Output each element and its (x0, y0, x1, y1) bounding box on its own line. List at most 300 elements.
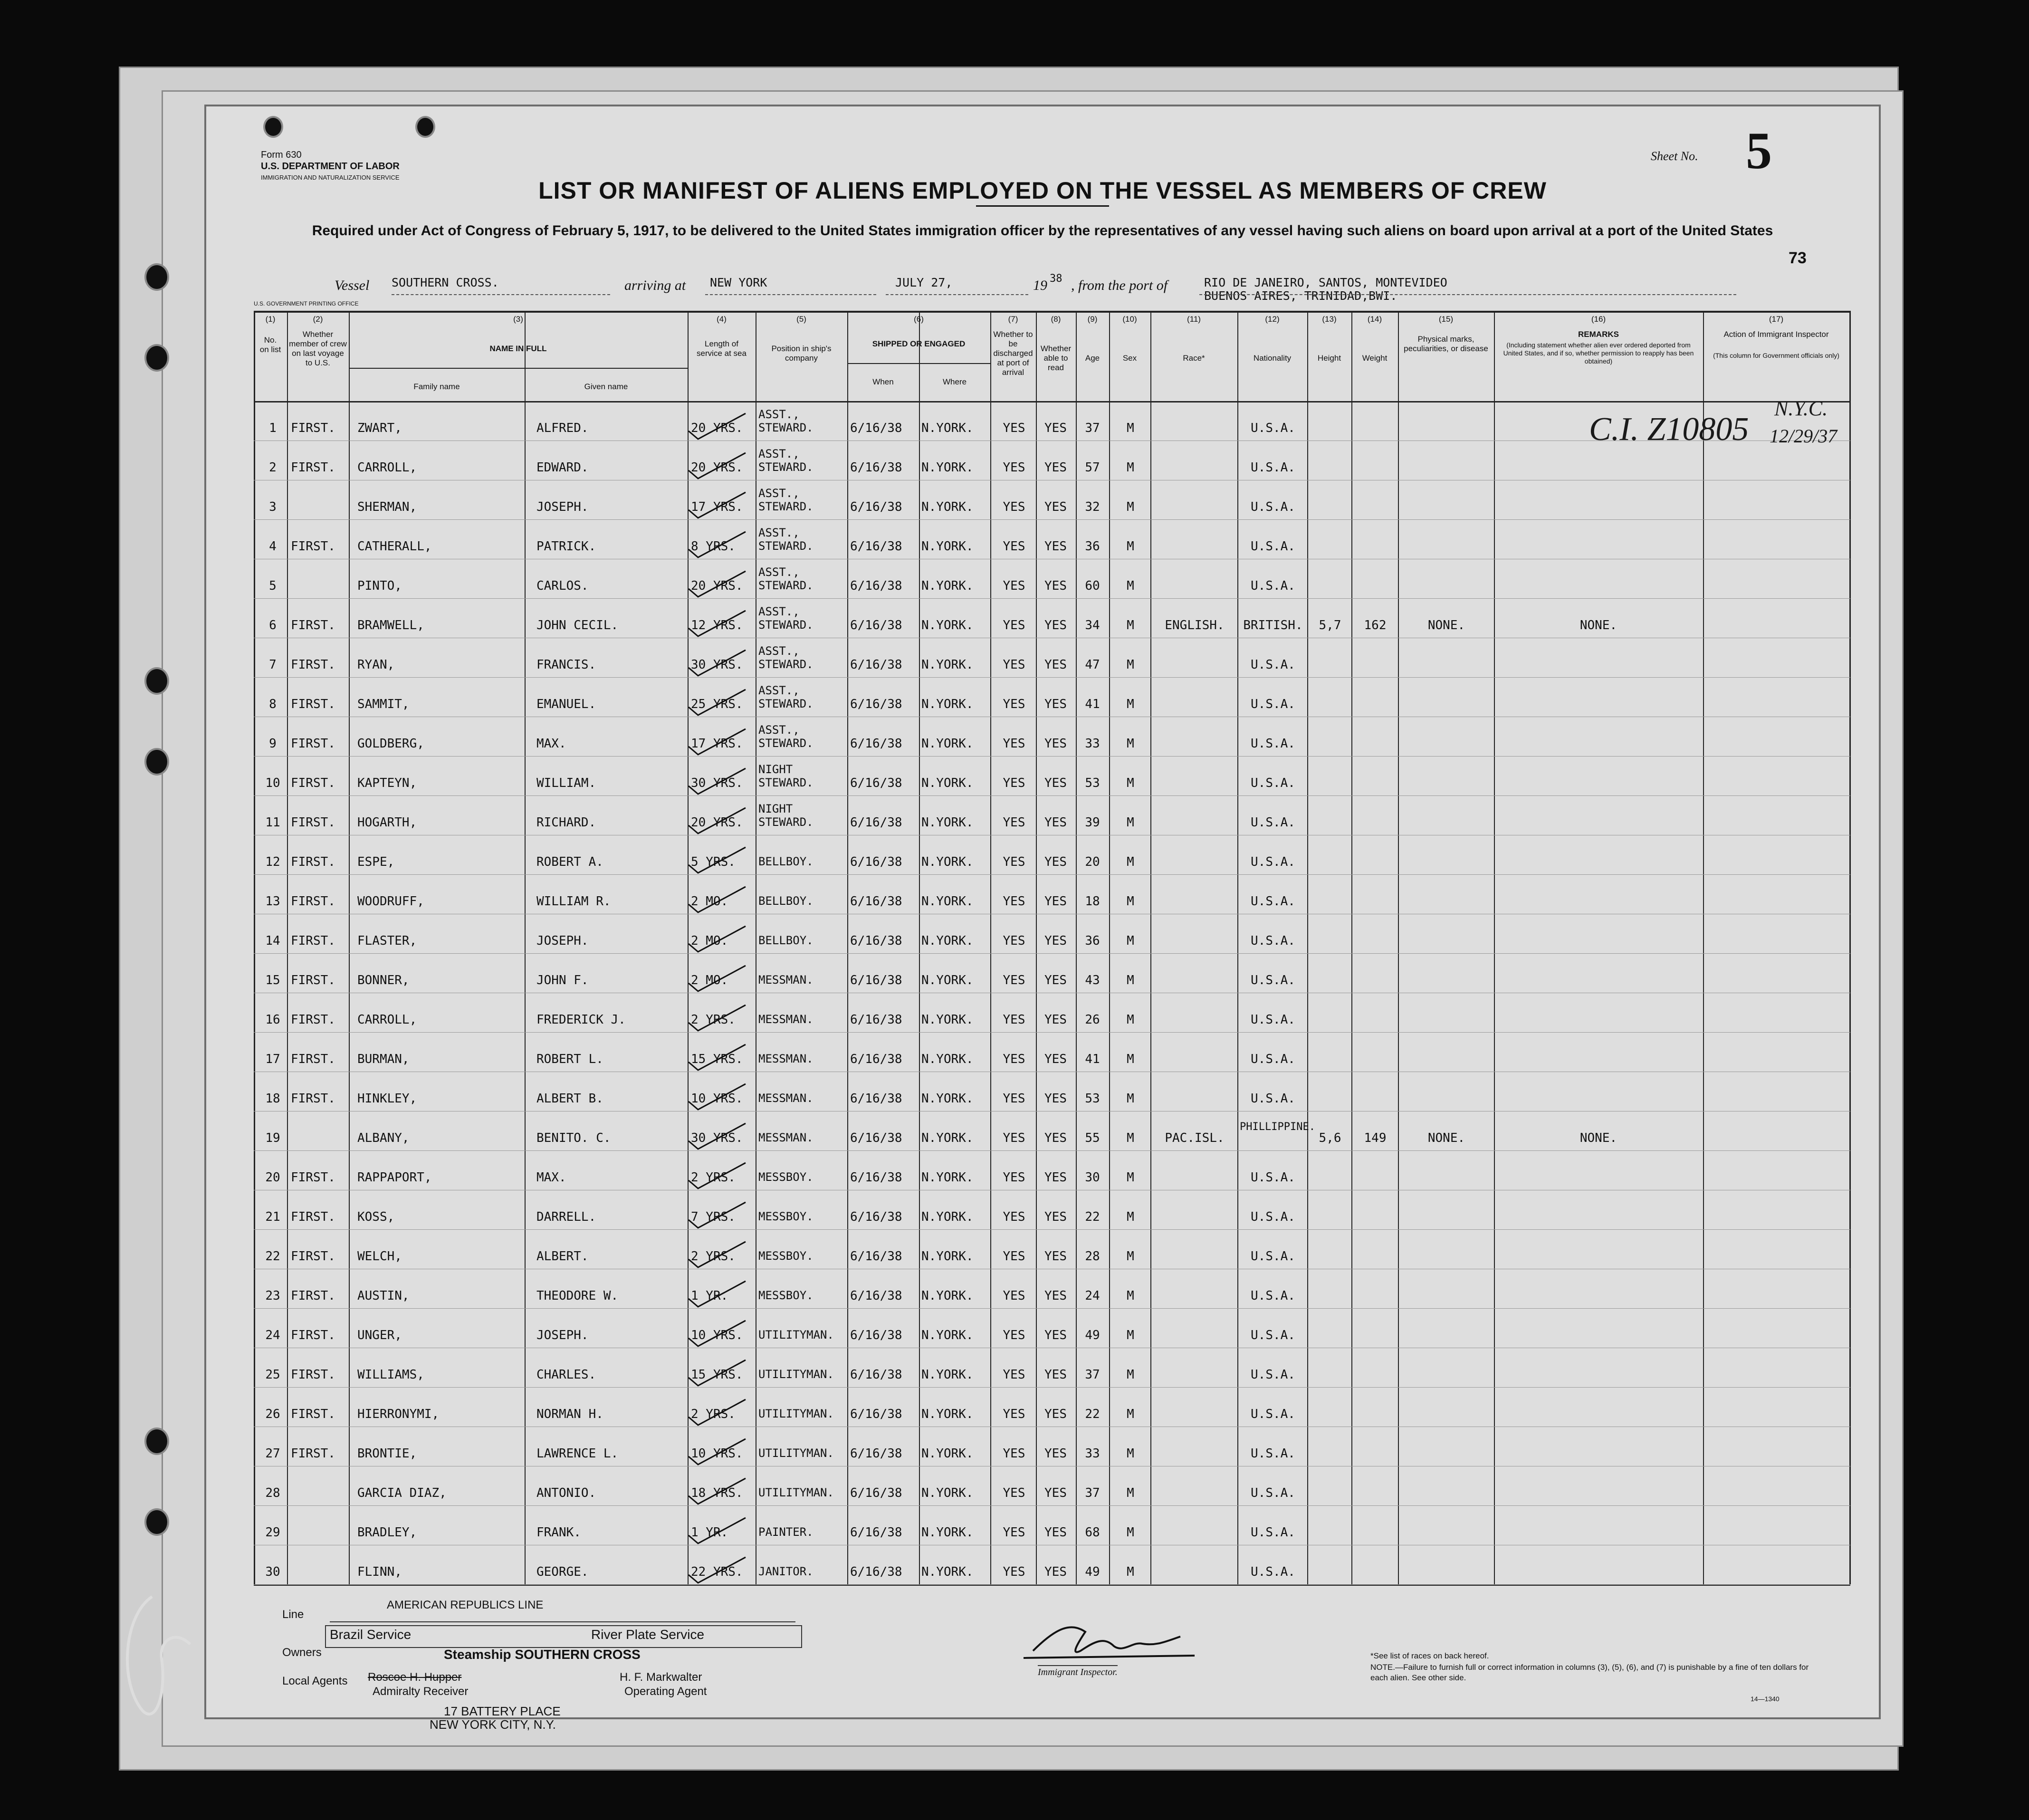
name-subhead-line (349, 368, 688, 369)
line-underline (330, 1621, 795, 1622)
cell-row-number: 25 (265, 1368, 280, 1382)
cell-age: 26 (1085, 1013, 1100, 1027)
cell-sex: M (1127, 894, 1134, 909)
sheet-label: Sheet No. (1651, 149, 1698, 163)
cell-prev-voyage: FIRST. (291, 934, 335, 948)
cell-given-name: GEORGE. (536, 1565, 589, 1579)
cell-service-length: 2 YRS. (691, 1013, 736, 1027)
row-separator (254, 598, 1850, 599)
cell-service-length: 10 YRS. (691, 1446, 743, 1461)
cell-able-to-read: YES (1044, 934, 1067, 948)
cell-discharged: YES (1003, 1525, 1025, 1540)
col-line (1398, 311, 1399, 1584)
cell-shipped-where: N.YORK. (921, 1289, 974, 1303)
check-mark-icon (684, 1080, 750, 1113)
cell-prev-voyage: FIRST. (291, 1407, 335, 1421)
col-line (349, 311, 350, 1584)
cell-shipped-when: 6/16/38 (850, 737, 902, 751)
cell-row-number: 2 (269, 460, 277, 475)
cell-row-number: 7 (269, 658, 277, 672)
cell-nationality: PHILLIPPINE. (1240, 1121, 1315, 1133)
cell-row-number: 30 (265, 1565, 280, 1579)
cell-row-number: 3 (269, 500, 277, 514)
check-mark-icon (684, 1435, 750, 1468)
cell-nationality: U.S.A. (1251, 1486, 1295, 1500)
colnum-2: (2) (313, 315, 323, 324)
services-box (325, 1625, 802, 1648)
check-mark-icon (684, 1514, 750, 1547)
cell-position-line1: ASST., (758, 644, 800, 658)
cell-position-line2: PAINTER. (758, 1525, 814, 1539)
department: U.S. DEPARTMENT OF LABOR (261, 161, 400, 172)
cell-sex: M (1127, 934, 1134, 948)
cell-position-line2: STEWARD. (758, 500, 814, 513)
steamship-name: Steamship SOUTHERN CROSS (444, 1647, 641, 1662)
cell-given-name: ROBERT A. (536, 855, 603, 869)
cell-nationality: U.S.A. (1251, 579, 1295, 593)
cell-row-number: 16 (265, 1013, 280, 1027)
cell-weight: 162 (1364, 618, 1387, 632)
cell-position-line2: STEWARD. (758, 421, 814, 434)
colhead-action-note: (This column for Government officials only) (1713, 352, 1839, 359)
cell-row-number: 8 (269, 697, 277, 711)
cell-position-line1: ASST., (758, 684, 800, 697)
cell-family-name: HINKLEY, (357, 1092, 417, 1106)
cell-position-line1: NIGHT (758, 802, 793, 815)
check-mark-icon (684, 528, 750, 561)
from-label: , from the port of (1071, 278, 1168, 293)
cell-position-line2: MESSMAN. (758, 1013, 814, 1026)
cell-shipped-where: N.YORK. (921, 737, 974, 751)
punch-hole (263, 116, 283, 138)
cell-able-to-read: YES (1044, 500, 1067, 514)
colnum-5: (5) (796, 315, 806, 324)
cell-service-length: 8 YRS. (691, 539, 736, 554)
cell-position-line2: STEWARD. (758, 579, 814, 592)
cell-service-length: 30 YRS. (691, 658, 743, 672)
cell-service-length: 2 MO. (691, 894, 728, 909)
sheet-number: 5 (1746, 122, 1772, 180)
cell-prev-voyage: FIRST. (291, 1210, 335, 1224)
cell-able-to-read: YES (1044, 1210, 1067, 1224)
cell-discharged: YES (1003, 1486, 1025, 1500)
cell-prev-voyage: FIRST. (291, 894, 335, 909)
cell-able-to-read: YES (1044, 658, 1067, 672)
cell-shipped-when: 6/16/38 (850, 500, 902, 514)
cell-position-line2: UTILITYMAN. (758, 1368, 834, 1381)
cell-nationality: U.S.A. (1251, 776, 1295, 790)
cell-position-line1: ASST., (758, 487, 800, 500)
cell-family-name: ZWART, (357, 421, 402, 435)
colnum-10: (10) (1122, 315, 1137, 324)
cell-discharged: YES (1003, 1210, 1025, 1224)
check-mark-icon (684, 1277, 750, 1311)
punch-hole (144, 1508, 169, 1536)
check-mark-icon (684, 1317, 750, 1350)
check-mark-icon (684, 1396, 750, 1429)
check-mark-icon (684, 1001, 750, 1035)
cell-service-length: 7 YRS. (691, 1210, 736, 1224)
cell-position-line1: ASST., (758, 447, 800, 460)
cell-position-line2: UTILITYMAN. (758, 1328, 834, 1341)
cell-row-number: 19 (265, 1131, 280, 1145)
cell-family-name: FLASTER, (357, 934, 417, 948)
cell-sex: M (1127, 1565, 1134, 1579)
col-line (1307, 311, 1308, 1584)
cell-given-name: ALFRED. (536, 421, 589, 435)
cell-position-line2: MESSMAN. (758, 973, 814, 987)
cell-position-line2: MESSBOY. (758, 1210, 814, 1223)
cell-prev-voyage: FIRST. (291, 421, 335, 435)
cell-row-number: 27 (265, 1446, 280, 1461)
cell-sex: M (1127, 1486, 1134, 1500)
cell-discharged: YES (1003, 1446, 1025, 1461)
cell-row-number: 9 (269, 737, 277, 751)
cell-discharged: YES (1003, 1092, 1025, 1106)
cell-sex: M (1127, 1170, 1134, 1185)
check-mark-icon (684, 1159, 750, 1192)
check-mark-icon (684, 410, 750, 443)
cell-position-line1: ASST., (758, 605, 800, 618)
check-mark-icon (684, 686, 750, 719)
cell-age: 53 (1085, 1092, 1100, 1106)
colhead-age: Age (1085, 354, 1100, 363)
cell-family-name: ALBANY, (357, 1131, 410, 1145)
cell-service-length: 20 YRS. (691, 579, 743, 593)
penalty-note: NOTE.—Failure to furnish full or correct information in columns (3), (5), (6), and (7) is punishable by a fine of ten dollars for each alien. See other side. (1370, 1663, 1809, 1682)
cell-family-name: RAPPAPORT, (357, 1170, 432, 1185)
cell-family-name: AUSTIN, (357, 1289, 410, 1303)
cell-family-name: CARROLL, (357, 1013, 417, 1027)
row-separator (254, 1229, 1850, 1230)
cell-shipped-where: N.YORK. (921, 1328, 974, 1342)
cell-position-line2: BELLBOY. (758, 894, 814, 908)
cell-given-name: WILLIAM. (536, 776, 596, 790)
cell-service-length: 2 YRS. (691, 1170, 736, 1185)
cell-sex: M (1127, 1525, 1134, 1540)
cell-age: 24 (1085, 1289, 1100, 1303)
cell-service-length: 20 YRS. (691, 815, 743, 830)
arrival-port: NEW YORK (710, 276, 767, 289)
check-mark-icon (684, 922, 750, 956)
page-title: LIST OR MANIFEST OF ALIENS EMPLOYED ON THE VESSEL AS MEMBERS OF CREW (538, 177, 1547, 204)
colnum-9: (9) (1087, 315, 1098, 324)
departure-ports-1: RIO DE JANEIRO, SANTOS, MONTEVIDEO (1204, 276, 1447, 289)
col-line (1849, 311, 1851, 1584)
cell-nationality: BRITISH. (1243, 618, 1303, 632)
col-line (847, 311, 848, 1584)
cell-sex: M (1127, 1210, 1134, 1224)
cell-sex: M (1127, 1092, 1134, 1106)
cell-shipped-when: 6/16/38 (850, 1289, 902, 1303)
cell-age: 49 (1085, 1565, 1100, 1579)
cell-prev-voyage: FIRST. (291, 697, 335, 711)
cell-shipped-where: N.YORK. (921, 1170, 974, 1185)
cell-age: 43 (1085, 973, 1100, 987)
cell-family-name: HOGARTH, (357, 815, 417, 830)
colhead-position: Position in ship's company (771, 344, 832, 363)
cell-given-name: CHARLES. (536, 1368, 596, 1382)
row-separator (254, 953, 1850, 954)
colhead-remarks-note: (Including statement whether alien ever ordered deported from United States, and if so, whether permission to reapply has been obtained) (1503, 341, 1694, 365)
cell-sex: M (1127, 973, 1134, 987)
check-mark-icon (684, 883, 750, 916)
cell-family-name: BRAMWELL, (357, 618, 424, 632)
cell-row-number: 17 (265, 1052, 280, 1066)
cell-family-name: BURMAN, (357, 1052, 410, 1066)
cell-given-name: JOHN F. (536, 973, 589, 987)
cell-nationality: U.S.A. (1251, 500, 1295, 514)
cell-physical-marks: NONE. (1427, 1131, 1465, 1145)
cell-nationality: U.S.A. (1251, 855, 1295, 869)
cell-nationality: U.S.A. (1251, 1092, 1295, 1106)
cell-position-line2: JANITOR. (758, 1565, 814, 1578)
agents-label: Local Agents (282, 1675, 348, 1687)
colhead-marks: Physical marks, peculiarities, or disease (1404, 335, 1488, 353)
cell-given-name: FREDERICK J. (536, 1013, 626, 1027)
cell-weight: 149 (1364, 1131, 1387, 1145)
cell-shipped-when: 6/16/38 (850, 539, 902, 554)
cell-service-length: 18 YRS. (691, 1486, 743, 1500)
colnum-17: (17) (1769, 315, 1784, 324)
cell-service-length: 1 YR. (691, 1289, 728, 1303)
cell-sex: M (1127, 1131, 1134, 1145)
col-line (919, 311, 920, 1584)
check-mark-icon (684, 1356, 750, 1389)
cell-family-name: ESPE, (357, 855, 395, 869)
row-separator (254, 1150, 1850, 1151)
cell-shipped-when: 6/16/38 (850, 1486, 902, 1500)
cell-age: 33 (1085, 1446, 1100, 1461)
check-mark-icon (684, 1553, 750, 1587)
cell-shipped-when: 6/16/38 (850, 1368, 902, 1382)
cell-shipped-where: N.YORK. (921, 855, 974, 869)
service-2: River Plate Service (591, 1627, 705, 1642)
cell-shipped-when: 6/16/38 (850, 1131, 902, 1145)
table-top-border (254, 311, 1850, 313)
cell-age: 33 (1085, 737, 1100, 751)
cell-given-name: JOSEPH. (536, 500, 589, 514)
cell-given-name: CARLOS. (536, 579, 589, 593)
col-line (254, 311, 255, 1584)
cell-prev-voyage: FIRST. (291, 1092, 335, 1106)
cell-service-length: 2 MO. (691, 934, 728, 948)
cell-nationality: U.S.A. (1251, 1052, 1295, 1066)
cell-shipped-where: N.YORK. (921, 697, 974, 711)
cell-age: 32 (1085, 500, 1100, 514)
colhead-weight: Weight (1362, 354, 1388, 363)
cell-discharged: YES (1003, 658, 1025, 672)
cell-given-name: FRANK. (536, 1525, 581, 1540)
shipping-line-name: AMERICAN REPUBLICS LINE (387, 1599, 544, 1611)
cell-nationality: U.S.A. (1251, 1525, 1295, 1540)
cell-family-name: KOSS, (357, 1210, 395, 1224)
cell-row-number: 23 (265, 1289, 280, 1303)
cell-able-to-read: YES (1044, 973, 1067, 987)
footer-print-code: 14—1340 (1751, 1695, 1780, 1703)
cell-position-line2: STEWARD. (758, 737, 814, 750)
colhead-no: No. on list (259, 335, 281, 354)
punch-hole (144, 667, 169, 695)
check-mark-icon (684, 489, 750, 522)
cell-family-name: GOLDBERG, (357, 737, 424, 751)
cell-row-number: 26 (265, 1407, 280, 1421)
cell-age: 57 (1085, 460, 1100, 475)
cell-shipped-when: 6/16/38 (850, 1013, 902, 1027)
cell-able-to-read: YES (1044, 1052, 1067, 1066)
cell-nationality: U.S.A. (1251, 973, 1295, 987)
cell-prev-voyage: FIRST. (291, 1368, 335, 1382)
cell-shipped-when: 6/16/38 (850, 1210, 902, 1224)
cell-height: 5,7 (1319, 618, 1341, 632)
cell-shipped-when: 6/16/38 (850, 1052, 902, 1066)
cell-discharged: YES (1003, 579, 1025, 593)
cell-prev-voyage: FIRST. (291, 1170, 335, 1185)
cell-nationality: U.S.A. (1251, 460, 1295, 475)
reference-number: 73 (1789, 249, 1807, 267)
cell-age: 55 (1085, 1131, 1100, 1145)
cell-shipped-where: N.YORK. (921, 579, 974, 593)
row-separator (254, 1584, 1850, 1585)
cell-prev-voyage: FIRST. (291, 460, 335, 475)
cell-family-name: WILLIAMS, (357, 1368, 424, 1382)
colnum-6: (6) (914, 315, 924, 324)
punch-hole (144, 748, 169, 776)
cell-shipped-when: 6/16/38 (850, 855, 902, 869)
cell-position-line2: UTILITYMAN. (758, 1446, 834, 1460)
cell-prev-voyage: FIRST. (291, 1249, 335, 1264)
colhead-action: Action of Immigrant Inspector (1723, 330, 1829, 339)
colhead-remarks: REMARKS (1578, 330, 1619, 339)
cell-shipped-where: N.YORK. (921, 1407, 974, 1421)
cell-given-name: JOSEPH. (536, 934, 589, 948)
cell-shipped-where: N.YORK. (921, 894, 974, 909)
address-line-2: NEW YORK CITY, N.Y. (430, 1717, 556, 1732)
cell-age: 28 (1085, 1249, 1100, 1264)
cell-able-to-read: YES (1044, 1170, 1067, 1185)
cell-position-line2: STEWARD. (758, 776, 814, 789)
cell-remarks: NONE. (1579, 618, 1617, 632)
cell-shipped-where: N.YORK. (921, 1368, 974, 1382)
cell-given-name: THEODORE W. (536, 1289, 619, 1303)
cell-prev-voyage: FIRST. (291, 539, 335, 554)
row-separator (254, 677, 1850, 678)
cell-service-length: 30 YRS. (691, 1131, 743, 1145)
cell-service-length: 20 YRS. (691, 460, 743, 475)
colhead-shipped: SHIPPED OR ENGAGED (872, 339, 966, 348)
cell-discharged: YES (1003, 934, 1025, 948)
cell-position-line1: ASST., (758, 408, 800, 421)
cell-row-number: 21 (265, 1210, 280, 1224)
cell-given-name: ROBERT L. (536, 1052, 603, 1066)
cell-nationality: U.S.A. (1251, 421, 1295, 435)
colnum-16: (16) (1591, 315, 1606, 324)
cell-shipped-when: 6/16/38 (850, 1446, 902, 1461)
cell-age: 53 (1085, 776, 1100, 790)
cell-shipped-when: 6/16/38 (850, 815, 902, 830)
cell-given-name: MAX. (536, 737, 566, 751)
cell-age: 47 (1085, 658, 1100, 672)
cell-service-length: 15 YRS. (691, 1368, 743, 1382)
cell-discharged: YES (1003, 1052, 1025, 1066)
margin-pencil-mark (114, 1587, 200, 1730)
cell-age: 37 (1085, 1368, 1100, 1382)
check-mark-icon (684, 1120, 750, 1153)
cell-shipped-where: N.YORK. (921, 1525, 974, 1540)
cell-nationality: U.S.A. (1251, 1249, 1295, 1264)
cell-given-name: NORMAN H. (536, 1407, 603, 1421)
manifest-table (254, 300, 1850, 1584)
row-separator (254, 874, 1850, 875)
cell-shipped-when: 6/16/38 (850, 1328, 902, 1342)
cell-race: ENGLISH. (1165, 618, 1225, 632)
cell-nationality: U.S.A. (1251, 1210, 1295, 1224)
cell-shipped-where: N.YORK. (921, 934, 974, 948)
cell-shipped-where: N.YORK. (921, 973, 974, 987)
cell-row-number: 6 (269, 618, 277, 632)
cell-position-line2: MESSBOY. (758, 1289, 814, 1302)
vessel-underline (392, 294, 610, 295)
from-underline (1199, 294, 1736, 295)
footer-line-label: Line (282, 1608, 304, 1621)
colhead-where: Where (942, 377, 967, 386)
check-mark-icon (684, 449, 750, 482)
cell-shipped-when: 6/16/38 (850, 618, 902, 632)
cell-prev-voyage: FIRST. (291, 1328, 335, 1342)
colnum-11: (11) (1187, 315, 1201, 324)
cell-able-to-read: YES (1044, 1368, 1067, 1382)
date-underline (886, 294, 1028, 295)
cell-sex: M (1127, 697, 1134, 711)
cell-discharged: YES (1003, 1565, 1025, 1579)
check-mark-icon (684, 1475, 750, 1508)
cell-discharged: YES (1003, 1249, 1025, 1264)
cell-sex: M (1127, 618, 1134, 632)
cell-able-to-read: YES (1044, 460, 1067, 475)
cell-discharged: YES (1003, 618, 1025, 632)
cell-race: PAC.ISL. (1165, 1131, 1225, 1145)
year-prefix: 19 (1033, 278, 1047, 293)
cell-discharged: YES (1003, 1368, 1025, 1382)
cell-nationality: U.S.A. (1251, 658, 1295, 672)
arrival-year: 38 (1050, 273, 1062, 285)
cell-shipped-where: N.YORK. (921, 421, 974, 435)
cell-discharged: YES (1003, 737, 1025, 751)
cell-given-name: BENITO. C. (536, 1131, 611, 1145)
cell-sex: M (1127, 658, 1134, 672)
colnum-8: (8) (1051, 315, 1061, 324)
cell-sex: M (1127, 737, 1134, 751)
cell-row-number: 24 (265, 1328, 280, 1342)
colhead-when: When (872, 377, 894, 386)
cell-age: 22 (1085, 1210, 1100, 1224)
colhead-prev-voyage: Whether member of crew on last voyage to U.S. (289, 330, 347, 367)
col-line (1494, 311, 1495, 1584)
cell-shipped-when: 6/16/38 (850, 1249, 902, 1264)
cell-position-line1: NIGHT (758, 763, 793, 776)
manifest-page (204, 105, 1881, 1732)
cell-shipped-where: N.YORK. (921, 1092, 974, 1106)
cell-position-line2: UTILITYMAN. (758, 1486, 834, 1499)
cell-family-name: GARCIA DIAZ, (357, 1486, 447, 1500)
colhead-given: Given name (584, 382, 628, 391)
cell-family-name: PINTO, (357, 579, 402, 593)
row-separator (254, 1505, 1850, 1506)
col-line (1237, 311, 1238, 1584)
cell-shipped-where: N.YORK. (921, 1052, 974, 1066)
row-separator (254, 795, 1850, 796)
cell-able-to-read: YES (1044, 1446, 1067, 1461)
